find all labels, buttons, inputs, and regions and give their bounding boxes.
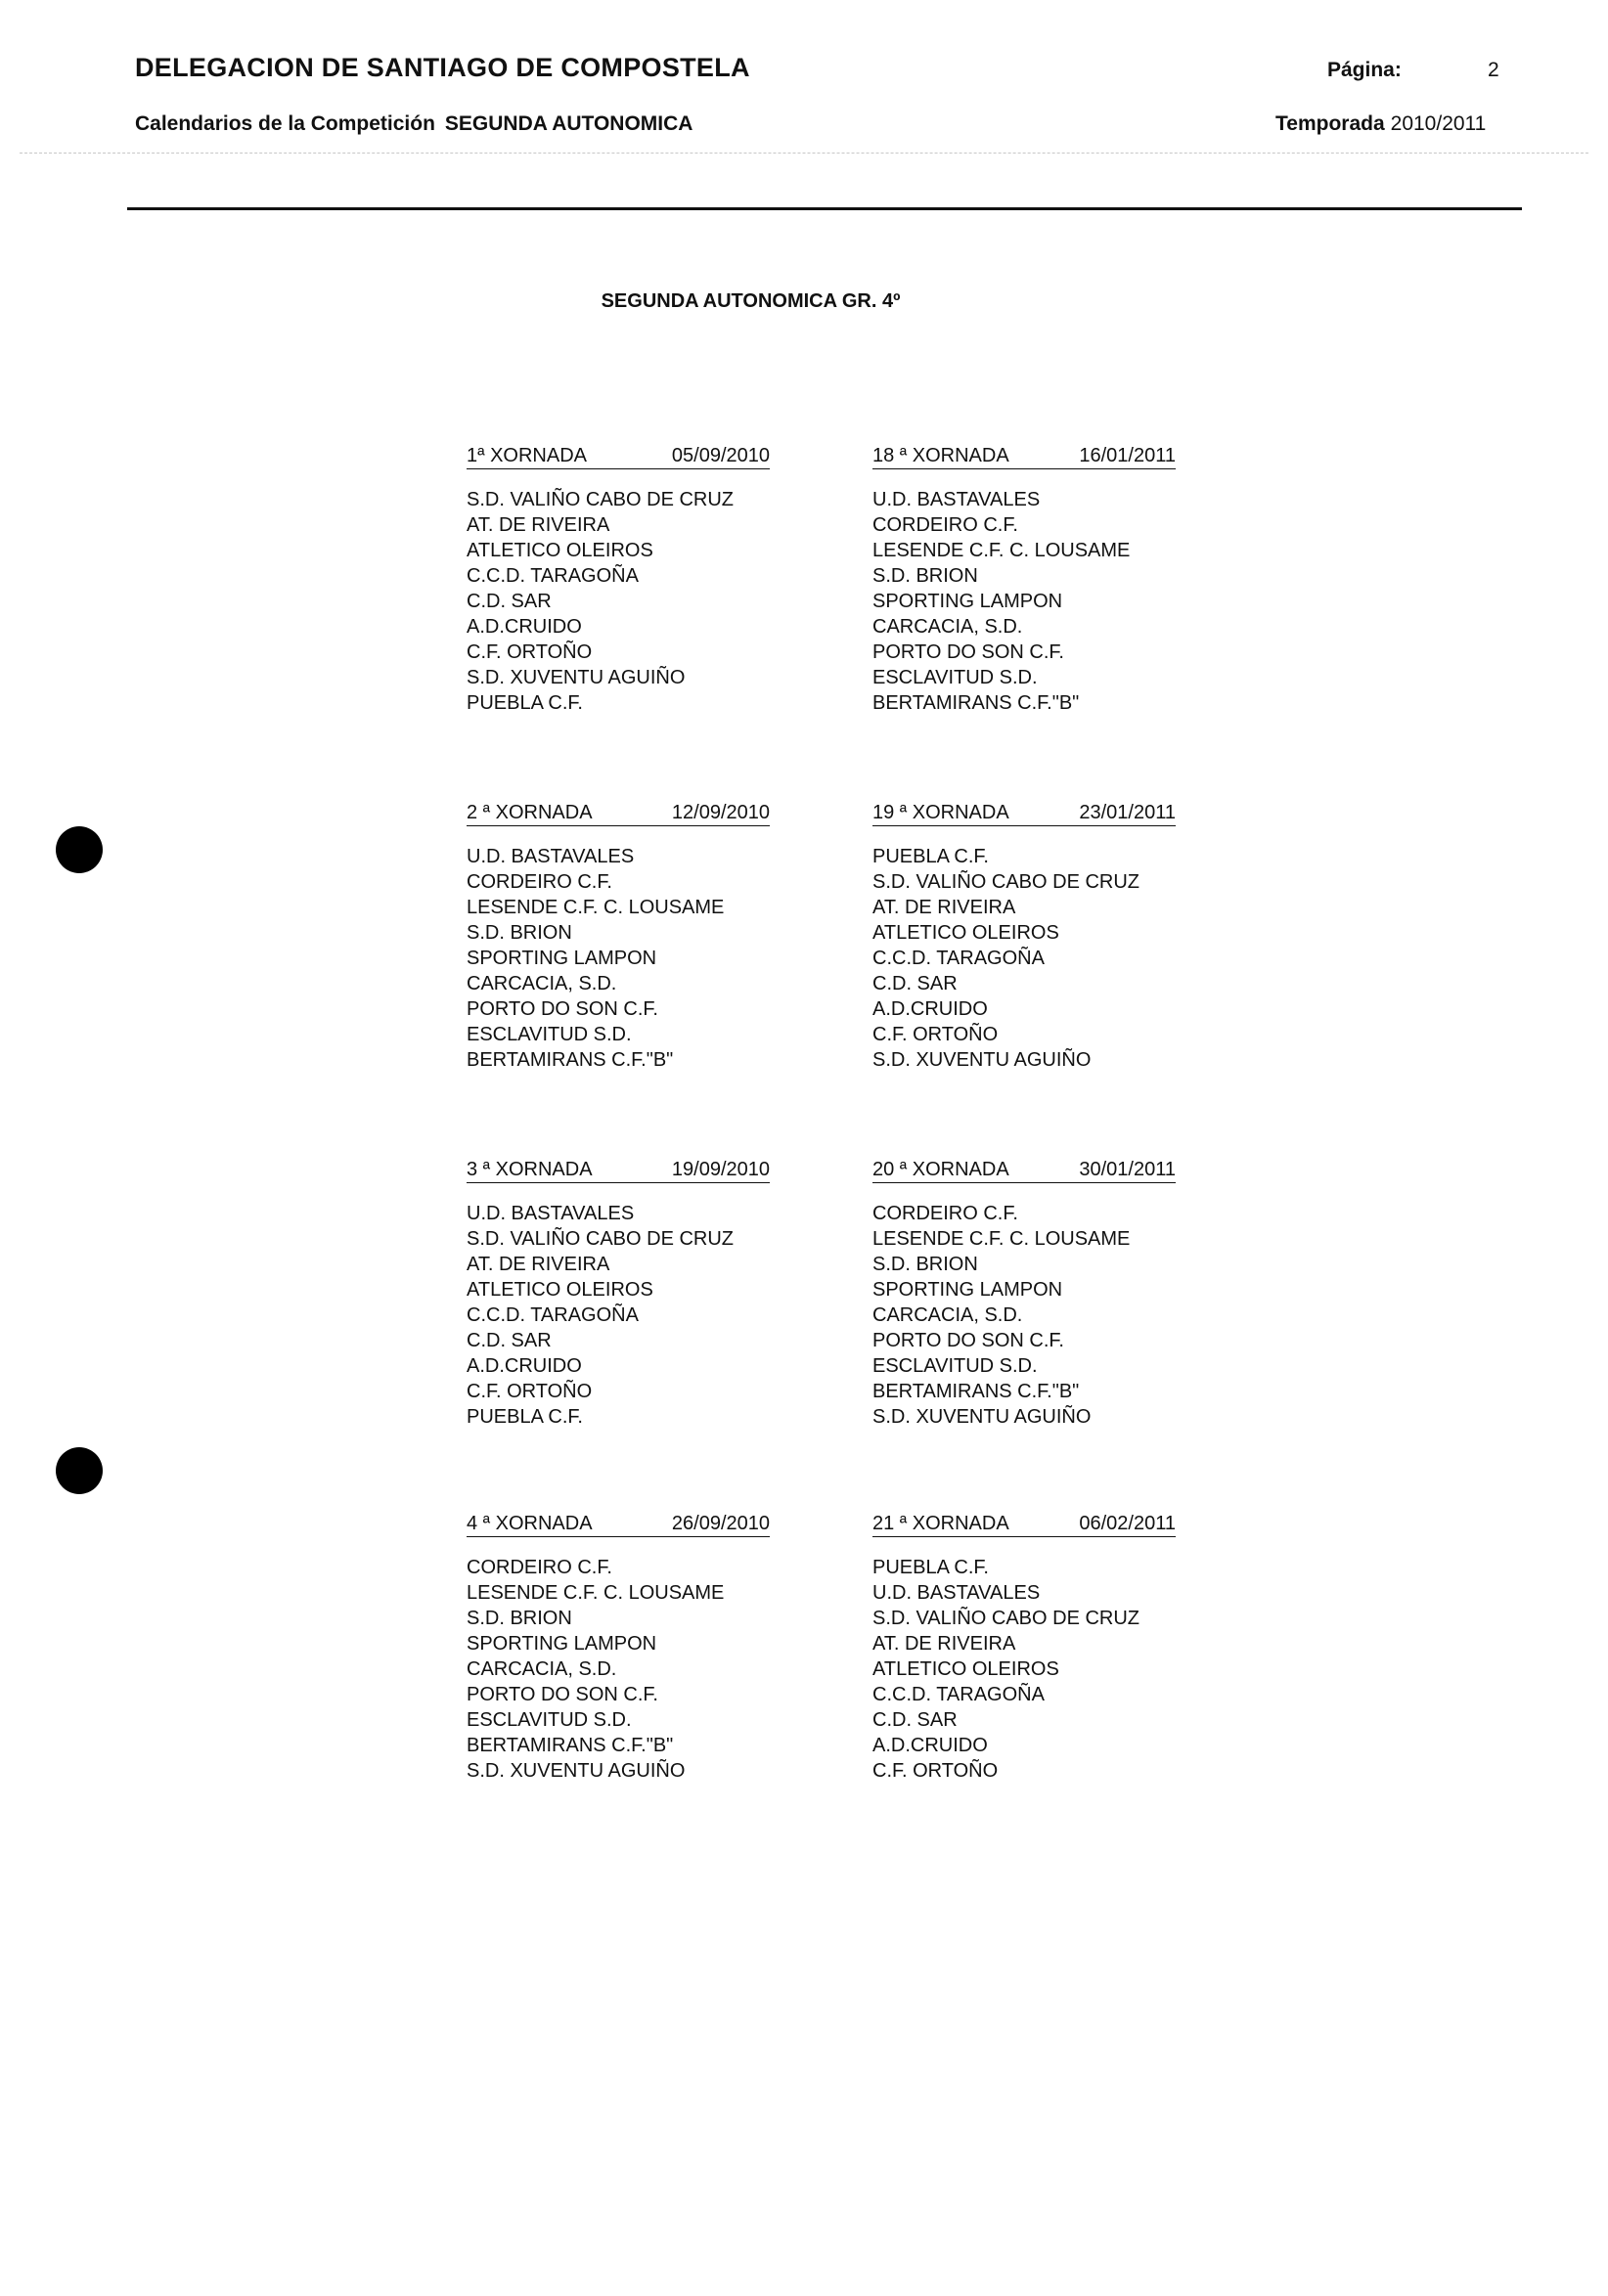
team-name: ESCLAVITUD S.D.	[872, 667, 1038, 688]
team-name: AT. DE RIVEIRA	[467, 1254, 610, 1275]
team-name: PORTO DO SON C.F.	[467, 998, 658, 1020]
team-name: CORDEIRO C.F.	[467, 1557, 612, 1578]
team-list	[467, 1555, 770, 1784]
team-name: C.C.D. TARAGOÑA	[467, 565, 639, 587]
round-label: 20 ª XORNADA	[872, 1159, 1009, 1180]
group-title: SEGUNDA AUTONOMICA GR. 4º	[601, 290, 901, 312]
team-name: C.C.D. TARAGOÑA	[467, 1304, 639, 1326]
team-name: A.D.CRUIDO	[467, 616, 582, 638]
team-name: CARCACIA, S.D.	[872, 1304, 1023, 1326]
round-label: 1ª XORNADA	[467, 445, 587, 466]
team-list	[872, 844, 1176, 1073]
team-name: ATLETICO OLEIROS	[872, 922, 1059, 944]
page-label: Página:	[1327, 59, 1402, 81]
round-header	[872, 1158, 1176, 1183]
team-name: C.D. SAR	[872, 1709, 958, 1731]
team-name: LESENDE C.F. C. LOUSAME	[872, 540, 1131, 561]
round-block	[467, 1512, 770, 1784]
team-name: C.D. SAR	[872, 973, 958, 994]
team-name: S.D. BRION	[872, 565, 978, 587]
team-list	[467, 844, 770, 1073]
team-name: BERTAMIRANS C.F."B"	[467, 1049, 674, 1071]
team-name: BERTAMIRANS C.F."B"	[872, 1381, 1080, 1402]
team-name: S.D. XUVENTU AGUIÑO	[467, 667, 686, 688]
round-date: 30/01/2011	[1079, 1159, 1176, 1180]
team-name: S.D. BRION	[467, 1608, 572, 1629]
team-name: AT. DE RIVEIRA	[467, 514, 610, 536]
team-name: C.F. ORTOÑO	[467, 641, 593, 663]
round-block	[467, 1158, 770, 1430]
round-date: 23/01/2011	[1079, 802, 1176, 823]
team-name: PORTO DO SON C.F.	[872, 1330, 1064, 1351]
team-name: PUEBLA C.F.	[872, 1557, 989, 1578]
team-list	[872, 487, 1176, 716]
team-name: CORDEIRO C.F.	[872, 1203, 1018, 1224]
round-block	[872, 801, 1176, 1073]
team-name: SPORTING LAMPON	[872, 1279, 1063, 1301]
team-name: U.D. BASTAVALES	[467, 1203, 635, 1224]
subtitle	[135, 112, 692, 136]
team-name: AT. DE RIVEIRA	[872, 897, 1016, 918]
team-name: LESENDE C.F. C. LOUSAME	[467, 1582, 725, 1604]
round-block	[872, 1512, 1176, 1784]
round-header	[467, 444, 770, 469]
round-header	[467, 1158, 770, 1183]
team-name: S.D. BRION	[872, 1254, 978, 1275]
team-name: S.D. VALIÑO CABO DE CRUZ	[872, 1608, 1140, 1629]
team-name: ESCLAVITUD S.D.	[872, 1355, 1038, 1377]
team-name: ATLETICO OLEIROS	[467, 1279, 653, 1301]
team-name: CORDEIRO C.F.	[872, 514, 1018, 536]
team-name: ATLETICO OLEIROS	[872, 1658, 1059, 1680]
page-number: 2	[1488, 59, 1499, 81]
round-date: 16/01/2011	[1079, 445, 1176, 466]
team-name: ESCLAVITUD S.D.	[467, 1024, 632, 1045]
team-name: S.D. XUVENTU AGUIÑO	[467, 1760, 686, 1782]
team-name: SPORTING LAMPON	[467, 1633, 657, 1655]
team-list	[872, 1201, 1176, 1430]
round-header	[872, 801, 1176, 826]
round-block	[872, 1158, 1176, 1430]
punch-hole	[56, 1447, 103, 1494]
team-name: C.C.D. TARAGOÑA	[872, 948, 1045, 969]
team-name: A.D.CRUIDO	[872, 1735, 988, 1756]
team-name: S.D. XUVENTU AGUIÑO	[872, 1049, 1092, 1071]
team-name: C.F. ORTOÑO	[467, 1381, 593, 1402]
round-date: 06/02/2011	[1079, 1513, 1176, 1534]
team-list	[467, 487, 770, 716]
team-list	[467, 1201, 770, 1430]
team-name: BERTAMIRANS C.F."B"	[467, 1735, 674, 1756]
round-block	[467, 801, 770, 1073]
round-header	[872, 444, 1176, 469]
team-name: C.F. ORTOÑO	[872, 1024, 999, 1045]
team-name: S.D. VALIÑO CABO DE CRUZ	[467, 1228, 735, 1250]
team-name: PORTO DO SON C.F.	[467, 1684, 658, 1705]
team-list	[872, 1555, 1176, 1784]
team-name: U.D. BASTAVALES	[467, 846, 635, 867]
team-name: LESENDE C.F. C. LOUSAME	[872, 1228, 1131, 1250]
team-name: A.D.CRUIDO	[467, 1355, 582, 1377]
competition-name: SEGUNDA AUTONOMICA	[444, 112, 693, 135]
punch-hole	[56, 826, 103, 873]
section-rule	[127, 207, 1522, 210]
team-name: CARCACIA, S.D.	[467, 973, 617, 994]
team-name: CORDEIRO C.F.	[467, 871, 612, 893]
team-name: C.D. SAR	[467, 1330, 552, 1351]
season-label: Temporada	[1275, 112, 1385, 135]
round-block	[467, 444, 770, 716]
round-date: 19/09/2010	[671, 1159, 770, 1180]
team-name: U.D. BASTAVALES	[872, 489, 1041, 510]
round-header	[467, 801, 770, 826]
round-date: 05/09/2010	[671, 445, 770, 466]
round-label: 19 ª XORNADA	[872, 802, 1009, 823]
team-name: S.D. BRION	[467, 922, 572, 944]
round-label: 18 ª XORNADA	[872, 445, 1009, 466]
round-block	[872, 444, 1176, 716]
team-name: CARCACIA, S.D.	[872, 616, 1023, 638]
round-label: 3 ª XORNADA	[467, 1159, 593, 1180]
team-name: PUEBLA C.F.	[467, 692, 583, 714]
round-label: 4 ª XORNADA	[467, 1513, 593, 1534]
team-name: PORTO DO SON C.F.	[872, 641, 1064, 663]
team-name: C.D. SAR	[467, 591, 552, 612]
team-name: PUEBLA C.F.	[872, 846, 989, 867]
team-name: S.D. XUVENTU AGUIÑO	[872, 1406, 1092, 1428]
subtitle-label: Calendarios de la Competición	[135, 112, 435, 135]
team-name: PUEBLA C.F.	[467, 1406, 583, 1428]
season-value: 2010/2011	[1390, 112, 1487, 135]
team-name: BERTAMIRANS C.F."B"	[872, 692, 1080, 714]
round-header	[467, 1512, 770, 1537]
team-name: SPORTING LAMPON	[467, 948, 657, 969]
team-name: SPORTING LAMPON	[872, 591, 1063, 612]
team-name: AT. DE RIVEIRA	[872, 1633, 1016, 1655]
season	[1275, 112, 1486, 136]
team-name: S.D. VALIÑO CABO DE CRUZ	[872, 871, 1140, 893]
team-name: ATLETICO OLEIROS	[467, 540, 653, 561]
team-name: S.D. VALIÑO CABO DE CRUZ	[467, 489, 735, 510]
team-name: A.D.CRUIDO	[872, 998, 988, 1020]
team-name: LESENDE C.F. C. LOUSAME	[467, 897, 725, 918]
team-name: U.D. BASTAVALES	[872, 1582, 1041, 1604]
round-date: 26/09/2010	[671, 1513, 770, 1534]
round-label: 21 ª XORNADA	[872, 1513, 1009, 1534]
rounds-grid	[467, 444, 1288, 1813]
round-label: 2 ª XORNADA	[467, 802, 593, 823]
round-header	[872, 1512, 1176, 1537]
organization-title: DELEGACION DE SANTIAGO DE COMPOSTELA	[135, 53, 750, 82]
team-name: ESCLAVITUD S.D.	[467, 1709, 632, 1731]
header-divider	[20, 153, 1588, 154]
team-name: C.C.D. TARAGOÑA	[872, 1684, 1045, 1705]
team-name: C.F. ORTOÑO	[872, 1760, 999, 1782]
round-date: 12/09/2010	[671, 802, 770, 823]
team-name: CARCACIA, S.D.	[467, 1658, 617, 1680]
